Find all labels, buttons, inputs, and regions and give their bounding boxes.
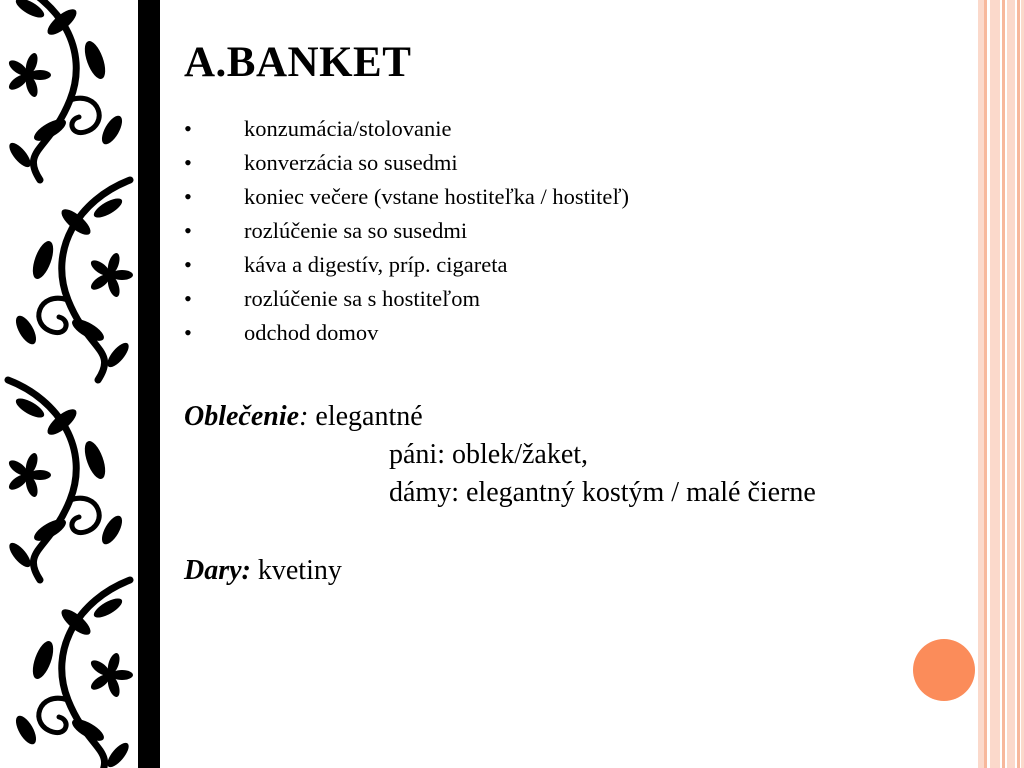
bullet-icon: • xyxy=(184,150,192,175)
dress-code-section xyxy=(184,398,816,512)
bullet-icon: • xyxy=(184,252,192,277)
list-item-text: rozlúčenie sa s hostiteľom xyxy=(244,286,480,311)
list-item xyxy=(184,248,629,282)
list-item xyxy=(184,316,629,350)
gifts-label: Dary: xyxy=(184,555,251,586)
dress-code-line xyxy=(184,398,816,436)
floral-damask-ornament-icon xyxy=(0,0,138,768)
black-border-bar xyxy=(138,0,160,768)
bullet-icon: • xyxy=(184,218,192,243)
list-item-text: rozlúčenie sa so susedmi xyxy=(244,218,468,243)
dress-code-colon: : xyxy=(299,401,309,432)
bullet-icon: • xyxy=(184,184,192,209)
list-item xyxy=(184,146,629,180)
orange-circle-icon xyxy=(913,639,975,701)
bullet-icon: • xyxy=(184,286,192,311)
bullet-icon: • xyxy=(184,320,192,345)
dress-code-women: dámy: elegantný kostým / malé čierne xyxy=(389,477,816,508)
list-item xyxy=(184,180,629,214)
list-item xyxy=(184,112,629,146)
dress-code-value: elegantné xyxy=(308,401,423,432)
stripe-5 xyxy=(1007,0,1015,768)
slide-title: A.BANKET xyxy=(184,39,412,86)
agenda-bullet-list xyxy=(184,112,629,350)
list-item xyxy=(184,214,629,248)
gifts-section xyxy=(184,552,342,590)
dress-code-label: Oblečenie xyxy=(184,401,300,432)
list-item xyxy=(184,282,629,316)
stripe-6 xyxy=(1017,0,1020,768)
stripe-3 xyxy=(990,0,1000,768)
bullet-icon: • xyxy=(184,116,192,141)
list-item-text: koniec večere (vstane hostiteľka / hostiteľ) xyxy=(244,184,630,209)
dress-code-men: páni: oblek/žaket, xyxy=(389,439,589,470)
stripe-2 xyxy=(984,0,987,768)
stripe-4 xyxy=(1002,0,1005,768)
list-item-text: káva a digestív, príp. cigareta xyxy=(244,252,508,277)
list-item-text: odchod domov xyxy=(244,320,379,345)
right-decorative-stripes xyxy=(978,0,1024,768)
gifts-value: kvetiny xyxy=(250,555,342,586)
list-item-text: konverzácia so susedmi xyxy=(244,150,458,175)
list-item-text: konzumácia/stolovanie xyxy=(244,116,452,141)
